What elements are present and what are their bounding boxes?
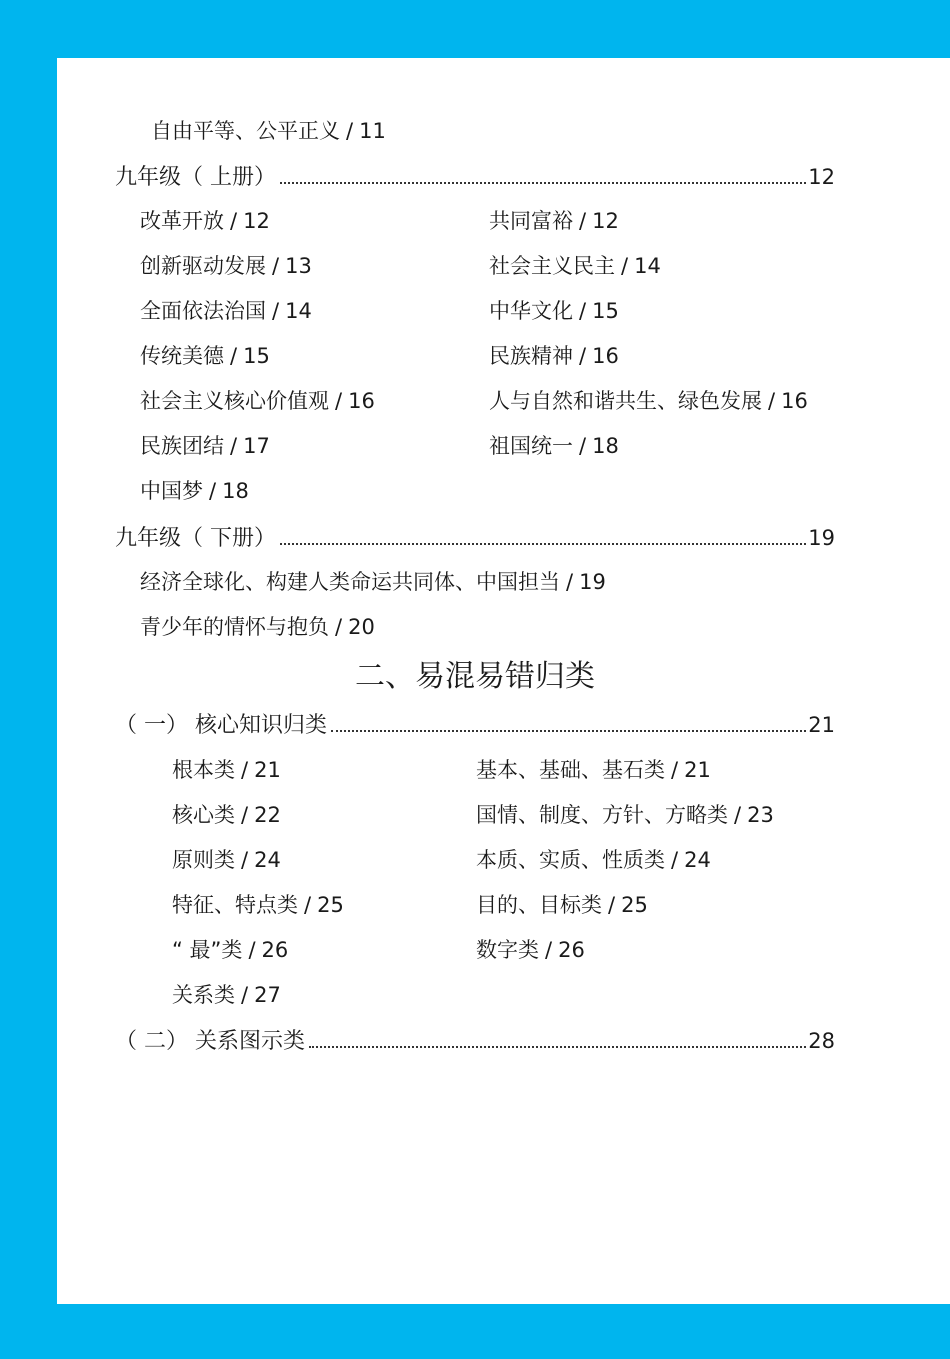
toc-entry: 原则类 / 24 xyxy=(172,848,281,872)
toc-entry: 本质、实质、性质类 / 24 xyxy=(476,848,711,872)
toc-entry-page: 25 xyxy=(621,893,648,917)
toc-entry-page: 23 xyxy=(747,803,774,827)
dot-leader xyxy=(280,543,806,545)
toc-entry-title: 自由平等、公平正义 xyxy=(151,119,340,143)
toc-entry-title: 国情、制度、方针、方略类 xyxy=(476,803,728,827)
toc-entry: 人与自然和谐共生、绿色发展 / 16 xyxy=(489,389,808,413)
toc-entry-title: 关系类 xyxy=(172,983,235,1007)
toc-entry-title: 传统美德 xyxy=(140,344,224,368)
toc-entry-page: 24 xyxy=(684,848,711,872)
toc-entry-page: 19 xyxy=(579,570,606,594)
toc-entry-page: 17 xyxy=(243,434,270,458)
toc-entry-page: 18 xyxy=(222,479,249,503)
toc-entry-page: 12 xyxy=(592,209,619,233)
part-title: 二、易混易错归类 xyxy=(355,659,595,694)
toc-entry-title: 社会主义民主 xyxy=(489,254,615,278)
toc-entry-title: 目的、目标类 xyxy=(476,893,602,917)
toc-entry-page: 15 xyxy=(592,299,619,323)
toc-entry-page: 14 xyxy=(634,254,661,278)
toc-section-header xyxy=(115,710,835,740)
toc-entry-title: 全面依法治国 xyxy=(140,299,266,323)
toc-entry: 数字类 / 26 xyxy=(476,938,585,962)
toc-section-header xyxy=(115,1026,835,1056)
toc-entry: 国情、制度、方针、方略类 / 23 xyxy=(476,803,774,827)
toc-entry-page: 26 xyxy=(261,938,289,962)
toc-entry: 经济全球化、构建人类命运共同体、中国担当 / 19 xyxy=(140,570,606,594)
toc-entry: 核心类 / 22 xyxy=(172,803,281,827)
toc-entry-page: 12 xyxy=(243,209,270,233)
toc-section-page: 19 xyxy=(808,526,835,550)
toc-entry: “ 最”类 / 26 xyxy=(172,938,289,962)
toc-entry: 创新驱动发展 / 13 xyxy=(140,254,312,278)
toc-entry: 全面依法治国 / 14 xyxy=(140,299,312,323)
toc-entry: 青少年的情怀与抱负 / 20 xyxy=(140,615,375,639)
toc-entry-page: 22 xyxy=(254,803,281,827)
toc-entry-page: 20 xyxy=(348,615,375,639)
toc-entry: 改革开放 / 12 xyxy=(140,209,270,233)
toc-entry-page: 16 xyxy=(781,389,808,413)
toc-entry-page: 15 xyxy=(243,344,270,368)
toc-entry-page: 16 xyxy=(592,344,619,368)
toc-entry: 传统美德 / 15 xyxy=(140,344,270,368)
toc-entry: 民族团结 / 17 xyxy=(140,434,270,458)
toc-entry: 目的、目标类 / 25 xyxy=(476,893,648,917)
document-page xyxy=(57,58,950,1304)
toc-entry-page: 25 xyxy=(317,893,344,917)
toc-entry-title: 人与自然和谐共生、绿色发展 xyxy=(489,389,762,413)
toc-entry-page: 21 xyxy=(254,758,281,782)
toc-entry-page: 18 xyxy=(592,434,619,458)
toc-entry: 基本、基础、基石类 / 21 xyxy=(476,758,711,782)
toc-entry-title: 民族团结 xyxy=(140,434,224,458)
dot-leader xyxy=(280,182,806,184)
toc-entry-page: 24 xyxy=(254,848,281,872)
toc-entry-title: “ 最”类 xyxy=(172,938,243,962)
toc-entry-title: 核心类 xyxy=(172,803,235,827)
toc-entry-title: 创新驱动发展 xyxy=(140,254,266,278)
toc-entry-page: 16 xyxy=(348,389,375,413)
toc-section-page: 12 xyxy=(808,165,835,189)
toc-entry: 中国梦 / 18 xyxy=(140,479,249,503)
toc-entry-title: 民族精神 xyxy=(489,344,573,368)
toc-entry-page: 13 xyxy=(285,254,312,278)
toc-section-title: 九年级（ 下册） xyxy=(115,526,276,551)
toc-entry-title: 根本类 xyxy=(172,758,235,782)
toc-entry: 关系类 / 27 xyxy=(172,983,281,1007)
toc-entry-title: 特征、特点类 xyxy=(172,893,298,917)
toc-entry-title: 祖国统一 xyxy=(489,434,573,458)
toc-entry: 社会主义核心价值观 / 16 xyxy=(140,389,375,413)
toc-entry-title: 数字类 xyxy=(476,938,539,962)
toc-entry-title: 青少年的情怀与抱负 xyxy=(140,615,329,639)
toc-section-header xyxy=(115,162,835,192)
toc-entry-page: 27 xyxy=(254,983,281,1007)
toc-entry-title: 中国梦 xyxy=(140,479,203,503)
toc-section-page: 21 xyxy=(808,713,835,737)
dot-leader xyxy=(331,730,806,732)
toc-section-page: 28 xyxy=(808,1029,835,1053)
toc-entry: 中华文化 / 15 xyxy=(489,299,619,323)
toc-entry: 共同富裕 / 12 xyxy=(489,209,619,233)
toc-entry-title: 中华文化 xyxy=(489,299,573,323)
toc-entry-title: 本质、实质、性质类 xyxy=(476,848,665,872)
toc-section-title: （ 二） 关系图示类 xyxy=(115,1029,305,1054)
toc-entry-title: 原则类 xyxy=(172,848,235,872)
toc-entry: 民族精神 / 16 xyxy=(489,344,619,368)
toc-entry: 根本类 / 21 xyxy=(172,758,281,782)
toc-entry: 社会主义民主 / 14 xyxy=(489,254,661,278)
toc-entry-title: 经济全球化、构建人类命运共同体、中国担当 xyxy=(140,570,560,594)
dot-leader xyxy=(309,1046,806,1048)
toc-entry: 祖国统一 / 18 xyxy=(489,434,619,458)
toc-section-header xyxy=(115,523,835,553)
toc-entry: 自由平等、公平正义 / 11 xyxy=(151,119,386,143)
toc-section-title: （ 一） 核心知识归类 xyxy=(115,713,327,738)
toc-section-title: 九年级（ 上册） xyxy=(115,165,276,190)
toc-entry-page: 21 xyxy=(684,758,711,782)
toc-entry: 特征、特点类 / 25 xyxy=(172,893,344,917)
toc-entry-page: 14 xyxy=(285,299,312,323)
toc-entry-page: 26 xyxy=(558,938,585,962)
toc-entry-page: 11 xyxy=(359,119,386,143)
toc-entry-title: 改革开放 xyxy=(140,209,224,233)
toc-entry-title: 共同富裕 xyxy=(489,209,573,233)
toc-entry-title: 社会主义核心价值观 xyxy=(140,389,329,413)
toc-entry-title: 基本、基础、基石类 xyxy=(476,758,665,782)
